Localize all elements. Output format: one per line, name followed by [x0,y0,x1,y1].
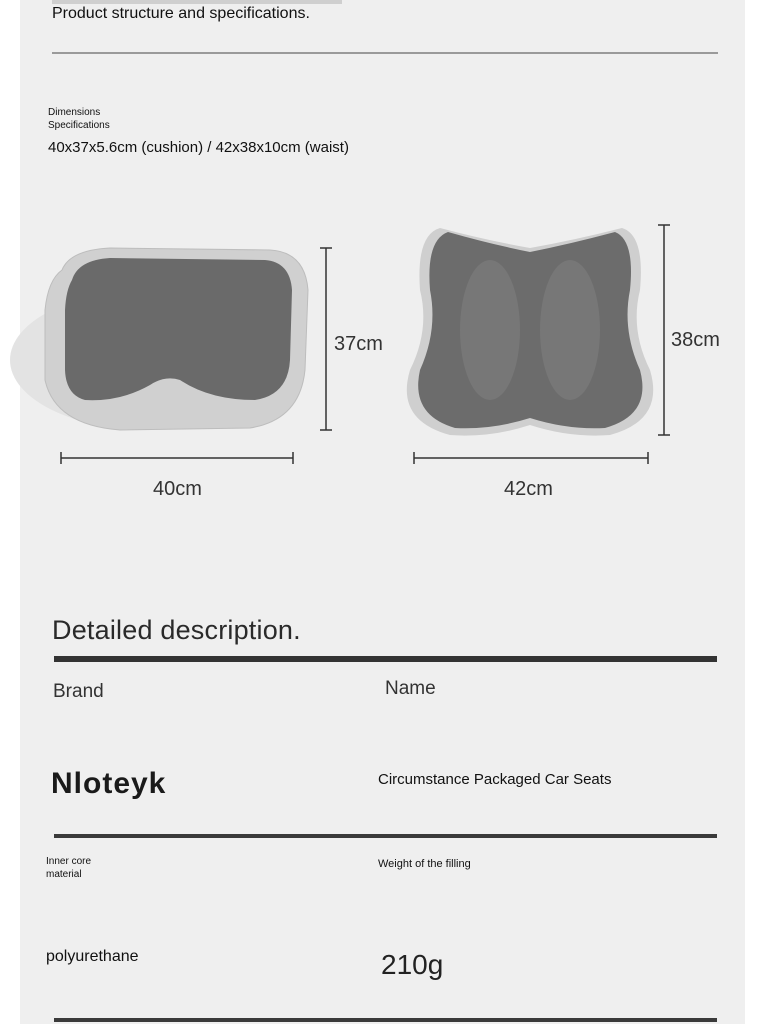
brand-label: Brand [53,681,104,702]
cushion-seat [65,258,292,400]
cushion-width-label: 40cm [153,478,202,500]
section-title: Product structure and specifications. [52,5,310,22]
name-value: Circumstance Packaged Car Seats [378,771,612,788]
section-divider [52,52,718,54]
core-value: polyurethane [46,948,139,965]
waist-pillow [418,232,642,428]
dimensions-value: 40x37x5.6cm (cushion) / 42x38x10cm (waist) [48,139,349,156]
name-label: Name [385,678,436,699]
detail-divider [54,656,717,662]
row-divider [54,834,717,838]
waist-width-label: 42cm [504,478,553,500]
core-label-line1: Inner core [46,856,92,867]
dimensions-label: Dimensions [48,107,101,118]
specifications-label: Specifications [48,120,110,131]
weight-value: 210g [381,949,444,980]
brand-value: Nloteyk [51,767,167,800]
waist-height-label: 38cm [671,329,720,351]
top-fragment [52,0,342,4]
detail-title: Detailed description. [52,615,301,645]
core-label-line2: material [46,869,82,880]
product-dimension-diagram [0,210,771,510]
cushion-height-label: 37cm [334,333,383,355]
weight-label: Weight of the filling [378,858,471,870]
bottom-divider [54,1018,717,1022]
